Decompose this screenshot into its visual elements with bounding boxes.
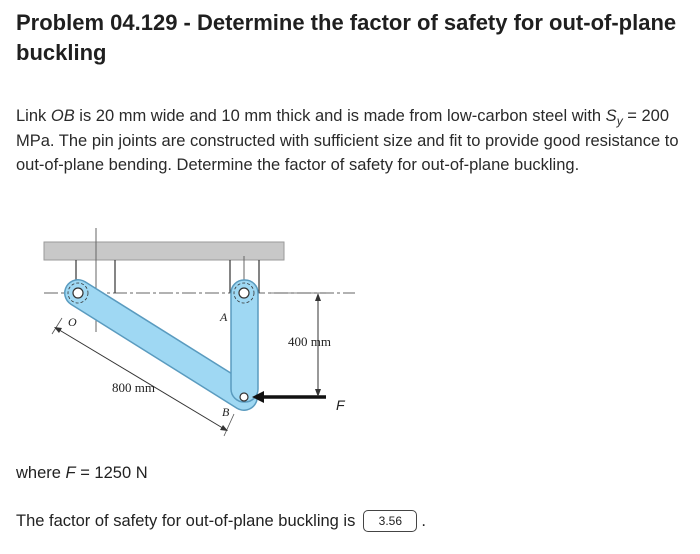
problem-statement: Link OB is 20 mm wide and 10 mm thick and is made from low-carbon steel with $S_y = 200$ MPa. The pin joints are constructed with sufficient size and fit to provide good resistance to out-of-plane bending. Determine the factor of safety for out-of-plane buckling. bbox=[16, 107, 679, 174]
pin-b bbox=[240, 393, 248, 401]
label-800-mm: 800 mm bbox=[112, 380, 155, 395]
answer-prompt: The factor of safety for out-of-plane buckling is bbox=[16, 512, 356, 530]
page-title: Problem 04.129 - Determine the factor of safety for out-of-plane buckling bbox=[16, 10, 677, 65]
answer-period: . bbox=[421, 512, 426, 530]
mechanism-figure bbox=[30, 222, 370, 452]
label-400-mm: 400 mm bbox=[288, 334, 331, 349]
answer-line bbox=[16, 509, 426, 533]
label-f: F bbox=[336, 397, 345, 413]
pin-o bbox=[73, 288, 83, 298]
dim-800-extension-o bbox=[52, 318, 62, 334]
pin-a bbox=[239, 288, 249, 298]
dim-800-arrow-o bbox=[54, 327, 62, 333]
link-ob-fill bbox=[78, 293, 244, 397]
dim-400-arrow-top bbox=[315, 293, 321, 301]
label-b: B bbox=[222, 405, 230, 419]
mechanism-diagram bbox=[30, 222, 370, 452]
answer-input[interactable]: 3.56 bbox=[363, 510, 417, 532]
yield-strength-symbol: S bbox=[605, 107, 617, 125]
label-o: O bbox=[68, 315, 77, 329]
dim-800-arrow-b bbox=[220, 425, 228, 431]
ground-support bbox=[44, 242, 284, 260]
label-a: A bbox=[220, 310, 228, 324]
force-symbol: F bbox=[65, 464, 76, 482]
given-force: where F = 1250 N bbox=[16, 464, 148, 482]
yield-strength-subscript: y bbox=[616, 114, 623, 128]
link-name: OB bbox=[50, 107, 75, 125]
